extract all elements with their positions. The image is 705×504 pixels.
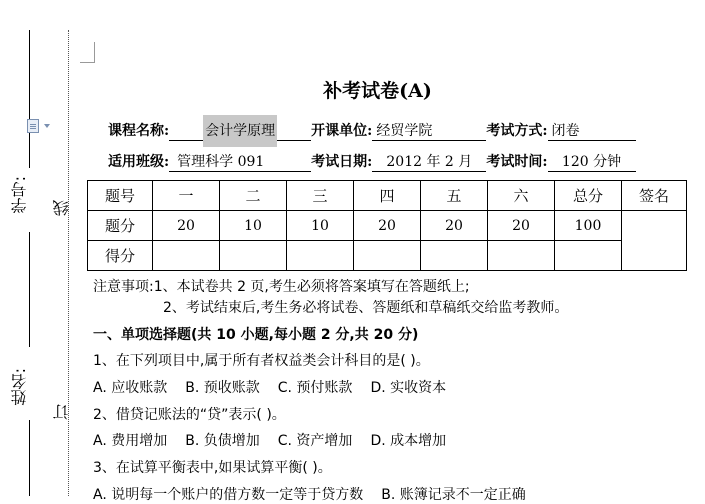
score-cell[interactable] — [287, 241, 354, 271]
exam-mode-label: 考试方式: — [486, 123, 548, 139]
option-a[interactable]: A. 应收账款 — [93, 380, 168, 396]
notes-line-2: 2、考试结束后,考生务必将试卷、答题纸和草稿纸交给监考教师。 — [163, 300, 569, 316]
header-cell: 三 — [287, 181, 354, 211]
option-b[interactable]: B. 负债增加 — [185, 433, 260, 449]
date-value[interactable]: 2012 年 2 月 — [372, 153, 486, 172]
notes-line-1 — [93, 276, 470, 296]
points-cell: 20 — [421, 211, 488, 241]
notes-prefix: 注意事项: — [93, 279, 154, 295]
header-cell: 四 — [354, 181, 421, 211]
page-title: 补考试卷(A) — [323, 80, 432, 102]
header-cell: 签名 — [622, 181, 687, 211]
course-value[interactable]: 会计学原理 — [169, 122, 311, 141]
course-label: 课程名称: — [108, 123, 170, 139]
chevron-down-icon[interactable] — [44, 124, 50, 128]
margin-line-bottom — [29, 420, 30, 496]
dept-label: 开课单位: — [311, 123, 373, 139]
seal-bind-char: 订 — [52, 404, 71, 420]
option-c[interactable]: C. 资产增加 — [277, 433, 353, 449]
date-label: 考试日期: — [311, 154, 373, 170]
row-label: 题分 — [88, 211, 153, 241]
seal-line-char: 线 — [52, 200, 71, 216]
header-cell: 六 — [488, 181, 555, 211]
question-text: 2、借贷记账法的“贷”表示( )。 — [93, 407, 286, 423]
question-text: 1、在下列项目中,属于所有者权益类会计科目的是( )。 — [93, 353, 430, 369]
score-cell[interactable] — [354, 241, 421, 271]
points-cell: 20 — [354, 211, 421, 241]
time-value[interactable]: 120 分钟 — [548, 153, 636, 172]
score-table-header-row — [88, 181, 687, 211]
header-cell: 总分 — [555, 181, 622, 211]
score-cell[interactable] — [555, 241, 622, 271]
score-cell[interactable] — [421, 241, 488, 271]
margin-line-middle — [29, 232, 30, 347]
option-d[interactable]: D. 实收资本 — [370, 380, 447, 396]
student-id-label: 学号: — [10, 176, 29, 214]
name-label: 姓名: — [10, 368, 29, 406]
class-value[interactable]: 管理科学 091 — [169, 153, 311, 172]
document-icon[interactable] — [27, 119, 39, 133]
score-cell[interactable] — [220, 241, 287, 271]
signature-cell[interactable] — [622, 211, 687, 271]
header-cell: 五 — [421, 181, 488, 211]
points-cell: 20 — [153, 211, 220, 241]
question-text: 3、在试算平衡表中,如果试算平衡( )。 — [93, 460, 332, 476]
option-c[interactable]: C. 预付账款 — [277, 380, 353, 396]
points-cell: 10 — [220, 211, 287, 241]
row-label: 得分 — [88, 241, 153, 271]
section-title: 一、单项选择题(共 10 小题,每小题 2 分,共 20 分) — [93, 327, 419, 343]
page-corner-mark — [80, 42, 95, 63]
header-cell: 题号 — [88, 181, 153, 211]
points-cell: 100 — [555, 211, 622, 241]
points-cell: 20 — [488, 211, 555, 241]
dept-value[interactable]: 经贸学院 — [372, 122, 486, 141]
score-table-points-row — [88, 211, 687, 241]
class-label: 适用班级: — [108, 154, 170, 170]
option-a[interactable]: A. 说明每一个账户的借方数一定等于贷方数 — [93, 487, 364, 503]
info-row-course — [108, 120, 636, 141]
option-a[interactable]: A. 费用增加 — [93, 433, 168, 449]
question-options — [93, 430, 464, 450]
option-d[interactable]: D. 成本增加 — [370, 433, 447, 449]
header-cell: 一 — [153, 181, 220, 211]
option-b[interactable]: B. 预收账款 — [185, 380, 260, 396]
score-table-score-row — [88, 241, 687, 271]
score-cell[interactable] — [488, 241, 555, 271]
header-cell: 二 — [220, 181, 287, 211]
score-table — [87, 180, 687, 271]
score-cell[interactable] — [153, 241, 220, 271]
notes-text-1: 1、本试卷共 2 页,考生必须将答案填写在答题纸上; — [153, 279, 470, 295]
points-cell: 10 — [287, 211, 354, 241]
time-label: 考试时间: — [486, 154, 548, 170]
option-b[interactable]: B. 账簿记录不一定正确 — [381, 487, 526, 503]
info-row-class — [108, 151, 636, 172]
question-options — [93, 377, 464, 397]
question-options — [93, 484, 544, 504]
exam-mode-value[interactable]: 闭卷 — [548, 122, 636, 141]
